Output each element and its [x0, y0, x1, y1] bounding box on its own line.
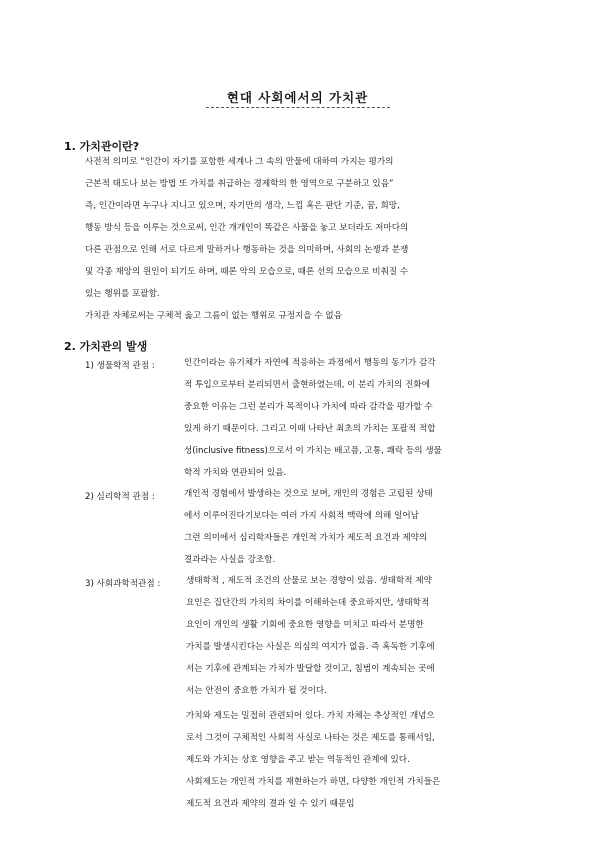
section-2-heading: 2. 가치관의 발생 — [64, 340, 148, 353]
item-2-label: 2) 심리학적 관점 : — [85, 492, 155, 502]
section-1-heading: 1. 가치관이란? — [64, 140, 140, 153]
section-1-line: 행동 방식 등을 이루는 것으로써, 인간 개개인이 똑같은 사물을 놓고 보더라도 저마다의 — [85, 223, 409, 233]
section-1-line: 가치관 자체로써는 구체적 옳고 그름이 없는 행위로 규정지을 수 없음 — [85, 311, 343, 321]
item-3-line: 로서 그것이 구체적인 사회적 사실로 나타는 것은 제도를 통해서임, — [186, 733, 435, 743]
section-1-line: 즉, 인간이라면 누구나 지니고 있으며, 자기만의 생각, 느낌 혹은 판단 기준, 꿈, 희망, — [85, 201, 400, 211]
item-1-line: 중요한 이유는 그런 분리가 목적이나 가치에 따라 감각을 평가할 수 — [184, 402, 433, 412]
section-1-line: 근본적 태도나 보는 방법 또 가치를 취급하는 경제학의 한 영역으로 구분하고 있음” — [85, 179, 394, 189]
item-1-line: 인간이라는 유기체가 자연에 적응하는 과정에서 행동의 동기가 감각 — [184, 358, 436, 368]
item-3-line: 가치와 제도는 밀접히 관련되어 있다. 가치 자체는 추상적인 개념으 — [186, 711, 435, 721]
item-2-line: 에서 이루어진다기보다는 여러 가지 사회적 맥락에 의해 일어남 — [184, 511, 419, 521]
item-2-line: 그런 의미에서 심리학자들은 개인적 가치가 제도적 요건과 제약의 — [184, 533, 428, 543]
item-1-label: 1) 생물학적 관점 : — [85, 361, 155, 371]
item-1-line: 있게 하기 때문이다. 그리고 이때 나타난 최초의 가치는 포괄적 적합 — [184, 424, 436, 434]
section-1-line: 및 각종 재앙의 원인이 되기도 하며, 때론 악의 모습으로, 때론 선의 모습으로 비춰질 수 — [85, 267, 409, 277]
item-3-line: 제도와 가치는 상호 영향을 주고 받는 역동적인 관계에 있다. — [186, 755, 410, 765]
item-3-line: 가치를 발생시킨다는 사실은 의심의 여지가 없음. 즉 혹독한 기후에 — [186, 642, 435, 652]
item-1-line: 성(inclusive fitness)으로서 이 가치는 배고픔, 고통, 쾌락 등의 생물 — [184, 446, 442, 456]
item-3-line: 서는 기후에 관계되는 가치가 발달할 것이고, 침범이 계속되는 곳에 — [186, 664, 435, 674]
item-3-label: 3) 사회과학적관점 : — [85, 579, 161, 589]
item-2-line: 개인적 경험에서 발생하는 것으로 보며, 개인의 경험은 고립된 상태 — [184, 489, 433, 499]
section-1-line: 있는 행위를 포괄함. — [85, 289, 160, 299]
item-3-line: 서는 안전이 중요한 가치가 될 것이다. — [186, 686, 327, 696]
item-3-line: 요인이 개인의 생활 기회에 중요한 영향을 미치고 따라서 분명한 — [186, 620, 424, 630]
section-1-line: 사전적 의미로 “인간이 자기를 포함한 세계나 그 속의 만물에 대하여 가지는 평가의 — [85, 157, 394, 167]
section-1-line: 다른 관점으로 인해 서로 다르게 말하거나 행동하는 것을 의미하며, 사회의 논쟁과 분쟁 — [85, 245, 409, 255]
item-3-line: 사회제도는 개인적 가치를 재현하는가 하면, 다양한 개인적 가치들은 — [186, 777, 441, 787]
item-2-line: 결과라는 사실을 강조함. — [184, 555, 276, 565]
title-underline — [206, 107, 390, 108]
item-3-line: 제도적 요건과 제약의 결과 일 수 있기 때문임 — [186, 799, 355, 809]
item-1-line: 학적 가치와 연관되어 있음. — [184, 468, 287, 478]
item-3-line: 요인은 집단간의 가치의 차이를 이해하는데 중요하지만, 생태학적 — [186, 598, 430, 608]
item-1-line: 적 투입으로부터 분리되면서 출현하였는데, 이 분리 가치의 진화에 — [184, 380, 430, 390]
page-title: 현대 사회에서의 가치관 — [226, 90, 369, 105]
item-3-line: 생태학적 , 제도적 조건의 산물로 보는 경향이 있음. 생태학적 제약 — [186, 576, 432, 586]
